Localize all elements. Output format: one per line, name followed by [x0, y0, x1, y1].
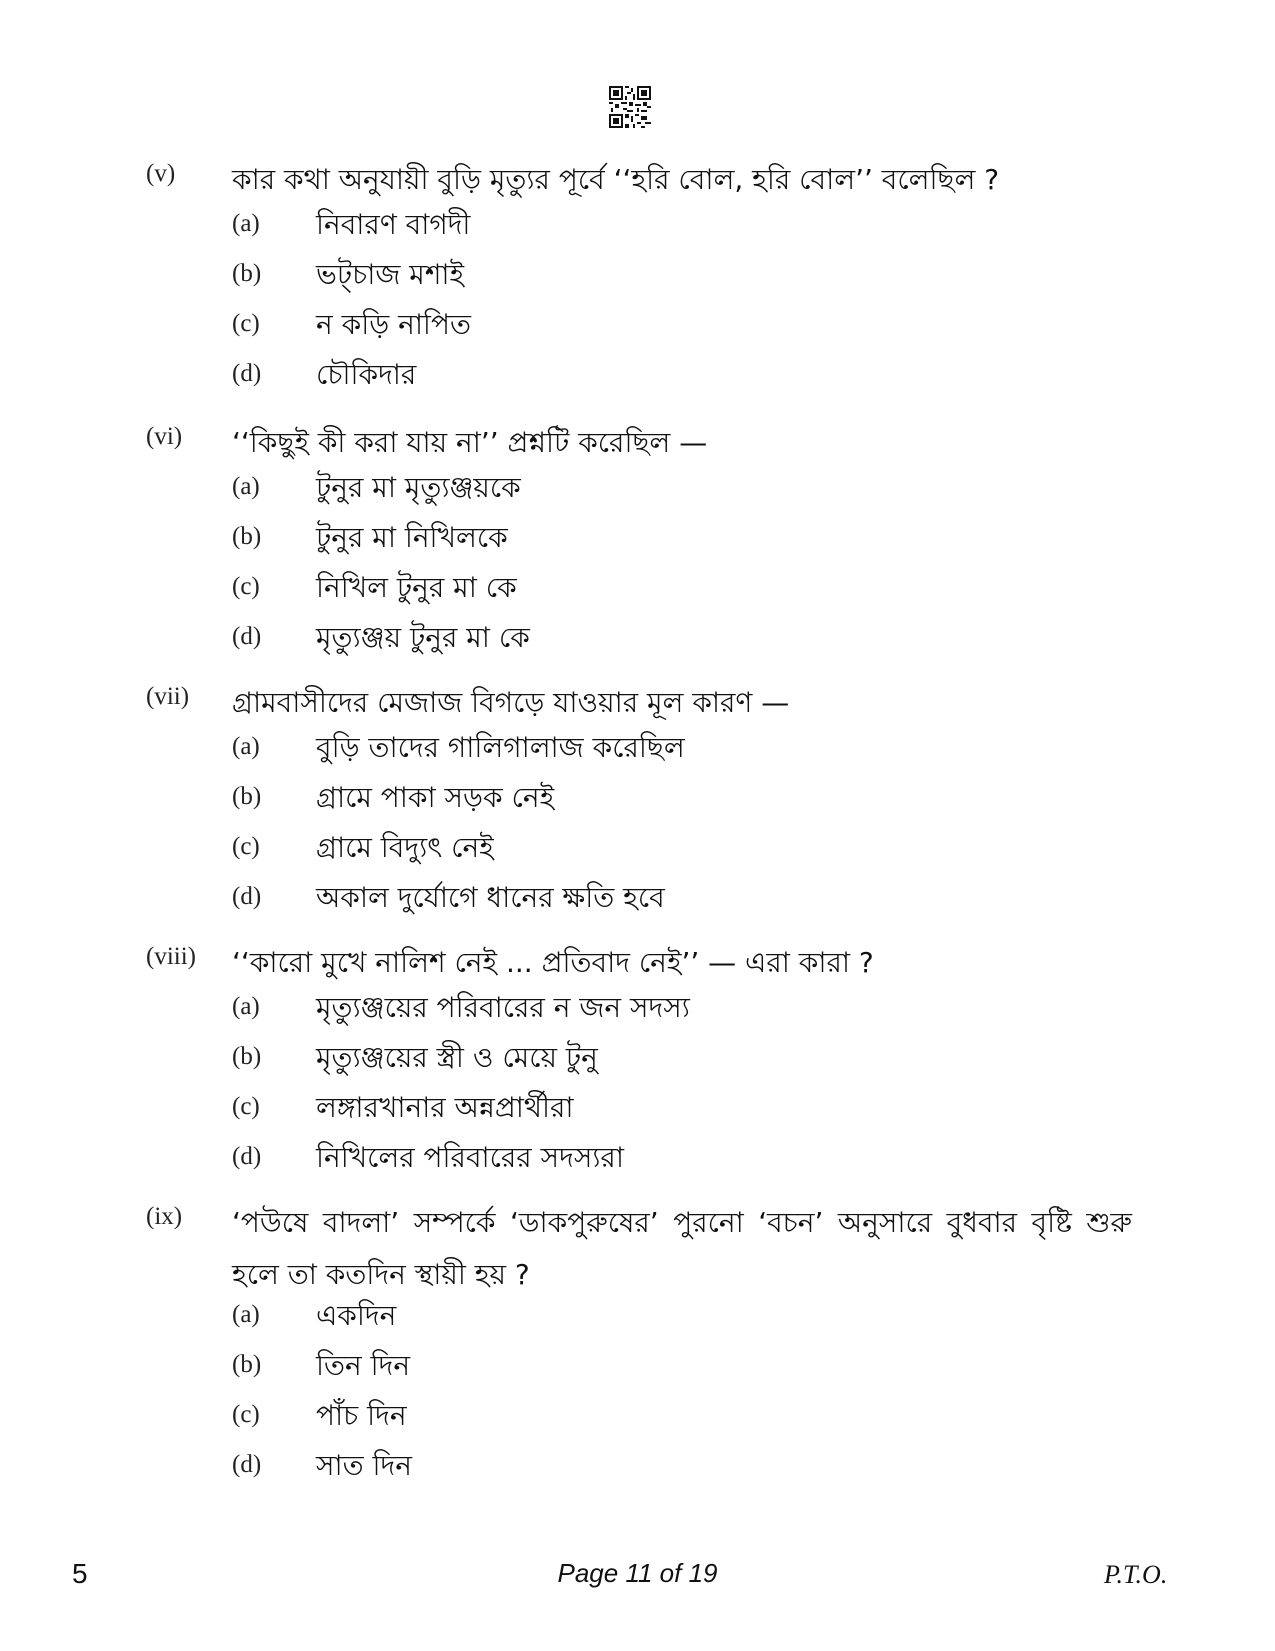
option-label: (b) — [232, 783, 262, 810]
option-text: বুড়ি তাদের গালিগালাজ করেছিল — [316, 731, 685, 764]
option-c — [0, 310, 1275, 350]
option-b — [0, 260, 1275, 300]
option-text: মৃত্যুঞ্জয়ের পরিবারের ন জন সদস্য — [316, 991, 690, 1024]
option-label: (d) — [232, 883, 262, 910]
option-label: (b) — [232, 1043, 262, 1070]
option-label: (a) — [232, 1301, 260, 1328]
question-number: (vi) — [146, 423, 183, 450]
question-number: (viii) — [146, 943, 196, 970]
option-d — [0, 1451, 1275, 1491]
option-label: (d) — [232, 360, 262, 387]
option-c — [0, 833, 1275, 873]
option-a — [0, 733, 1275, 773]
option-label: (c) — [232, 1401, 260, 1428]
option-label: (c) — [232, 1093, 260, 1120]
option-text: সাত দিন — [316, 1449, 412, 1482]
option-a — [0, 993, 1275, 1033]
pto-label: P.T.O. — [1104, 1560, 1168, 1589]
option-text: লঙ্গারখানার অন্নপ্রার্থীরা — [316, 1091, 574, 1124]
option-text: তিন দিন — [316, 1349, 411, 1382]
question-number: (v) — [146, 160, 176, 187]
option-b — [0, 783, 1275, 823]
option-d — [0, 623, 1275, 663]
option-text: চৌকিদার — [316, 358, 417, 391]
option-label: (b) — [232, 523, 262, 550]
option-text: নিখিল টুনুর মা কে — [316, 571, 517, 604]
option-label: (a) — [232, 210, 260, 237]
option-text: ভট্চাজ মশাই — [316, 258, 465, 291]
option-label: (d) — [232, 1143, 262, 1170]
option-label: (d) — [232, 1451, 262, 1478]
option-label: (a) — [232, 473, 260, 500]
question-text: ‘পউষে বাদলা’ সম্পর্কে ‘ডাকপুরুষের’ পুরনো ‘বচন’ অনুসারে বুধবার বৃষ্টি শুরু হলে তা কতদিন স্থায়ী হয় ? — [232, 1206, 1132, 1291]
question-text: গ্রামবাসীদের মেজাজ বিগড়ে যাওয়ার মূল কারণ — — [232, 686, 790, 719]
option-text: নিবারণ বাগদী — [316, 208, 471, 241]
option-label: (a) — [232, 733, 260, 760]
question-text: ‘‘কারো মুখে নালিশ নেই ... প্রতিবাদ নেই’’ — এরা কারা ? — [232, 946, 874, 979]
option-label: (d) — [232, 623, 262, 650]
option-text: টুনুর মা নিখিলকে — [316, 521, 508, 554]
question-number: (ix) — [146, 1203, 183, 1230]
footer-code: 5 — [72, 1558, 88, 1589]
option-d — [0, 360, 1275, 400]
option-text: মৃত্যুঞ্জয়ের স্ত্রী ও মেয়ে টুনু — [316, 1041, 598, 1074]
option-d — [0, 883, 1275, 923]
option-c — [0, 573, 1275, 613]
option-text: একদিন — [316, 1299, 397, 1332]
option-text: গ্রামে বিদ্যুৎ নেই — [316, 831, 494, 864]
option-c — [0, 1093, 1275, 1133]
option-b — [0, 523, 1275, 563]
option-label: (a) — [232, 993, 260, 1020]
option-text: ন কড়ি নাপিত — [316, 308, 471, 341]
option-text: পাঁচ দিন — [316, 1399, 407, 1432]
option-label: (c) — [232, 833, 260, 860]
option-text: গ্রামে পাকা সড়ক নেই — [316, 781, 555, 814]
option-text: টুনুর মা মৃত্যুঞ্জয়কে — [316, 471, 521, 504]
question-text: ‘‘কিছুই কী করা যায় না’’ প্রশ্নটি করেছিল — — [232, 426, 708, 459]
option-a — [0, 473, 1275, 513]
option-b — [0, 1351, 1275, 1391]
option-label: (c) — [232, 310, 260, 337]
option-a — [0, 1301, 1275, 1341]
qr-code — [609, 86, 651, 128]
option-text: অকাল দুর্যোগে ধানের ক্ষতি হবে — [316, 881, 665, 914]
page-number: Page 11 of 19 — [557, 1558, 718, 1588]
option-c — [0, 1401, 1275, 1441]
option-a — [0, 210, 1275, 250]
option-text: নিখিলের পরিবারের সদস্যরা — [316, 1141, 624, 1174]
option-text: মৃত্যুঞ্জয় টুনুর মা কে — [316, 621, 530, 654]
option-label: (b) — [232, 260, 262, 287]
option-label: (c) — [232, 573, 260, 600]
question-text: কার কথা অনুযায়ী বুড়ি মৃত্যুর পূর্বে ‘‘হরি বোল, হরি বোল’’ বলেছিল ? — [232, 163, 1000, 196]
option-b — [0, 1043, 1275, 1083]
option-d — [0, 1143, 1275, 1183]
question-number: (vii) — [146, 683, 190, 710]
option-label: (b) — [232, 1351, 262, 1378]
